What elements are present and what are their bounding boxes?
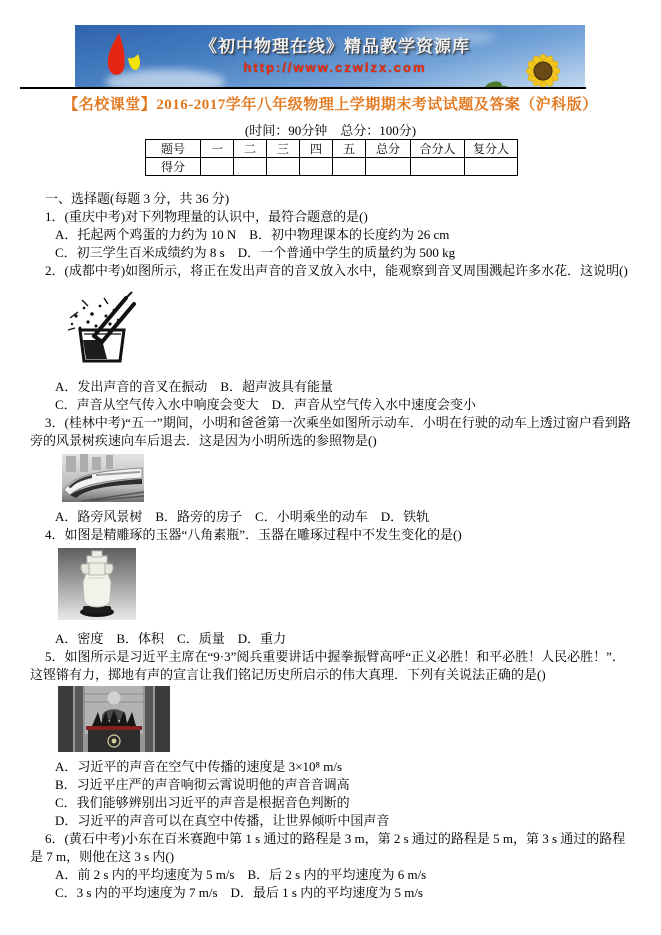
score-table-empty-cell	[465, 158, 518, 176]
site-banner	[75, 25, 585, 87]
question-6-options-cd: C．3 s 内的平均速度为 7 m/s D．最后 1 s 内的平均速度为 5 m/s	[55, 885, 423, 900]
score-table-empty-cell	[300, 158, 333, 176]
jade-vase-figure	[58, 548, 136, 620]
question-content	[30, 190, 632, 902]
score-table-header-row	[146, 140, 518, 158]
question-5-stem: 5．如图所示是习近平主席在“9·3”阅兵重要讲话中握拳振臂高呼“正义必胜！和平必胜！人民必胜！”．这铿锵有力，掷地有声的宣言让我们铭记历史所启示的伟大真理．下列有关说法正确的是()	[30, 649, 625, 682]
bullet-train-figure	[62, 454, 144, 502]
score-table-cell: 五	[333, 140, 366, 158]
score-table-empty-cell	[366, 158, 411, 176]
question-3-stem: 3．(桂林中考)“五一”期间，小明和爸爸第一次乘坐如图所示动车．小明在行驶的动车上透过窗户看到路旁的风景树疾速向车后退去．这是因为小明所选的参照物是()	[30, 415, 631, 448]
score-table-empty-cell	[201, 158, 234, 176]
sunflower-icon	[483, 37, 579, 87]
score-table-empty-cell	[411, 158, 465, 176]
question-6-options-ab: A．前 2 s 内的平均速度为 5 m/s B．后 2 s 内的平均速度为 6 m/s	[55, 867, 427, 882]
banner-texts	[185, 32, 485, 75]
site-logo-icon	[97, 31, 149, 81]
question-2-options-ab: A．发出声音的音叉在振动 B．超声波具有能量	[55, 379, 334, 394]
question-1-options-ab: A．托起两个鸡蛋的力约为 10 N B．初中物理课本的长度约为 26 cm	[55, 227, 450, 242]
question-5-option-d: D．习近平的声音可以在真空中传播，让世界倾听中国声音	[55, 813, 390, 828]
score-table-cell: 三	[267, 140, 300, 158]
score-table	[145, 139, 518, 176]
score-table-cell: 二	[234, 140, 267, 158]
header-divider	[20, 87, 586, 89]
question-5-option-b: B．习近平庄严的声音响彻云霄说明他的声音音调高	[55, 777, 350, 792]
score-table-empty-cell	[267, 158, 300, 176]
score-table-cell: 四	[300, 140, 333, 158]
score-table-empty-cell	[234, 158, 267, 176]
question-2-options-cd: C．声音从空气传入水中响度会变大 D．声音从空气传入水中速度会变小	[55, 397, 477, 412]
tuning-fork-figure	[62, 288, 144, 366]
score-table-cell: 合分人	[411, 140, 465, 158]
question-1-stem: 1．(重庆中考)对下列物理量的认识中，最符合题意的是()	[45, 209, 368, 224]
question-2-stem: 2．(成都中考)如图所示，将正在发出声音的音叉放入水中，能观察到音叉周围溅起许多水花．这说明()	[45, 263, 628, 278]
score-table-cell: 题号	[146, 140, 201, 158]
score-table-empty-cell	[333, 158, 366, 176]
score-table-cell: 一	[201, 140, 234, 158]
score-table-cell: 复分人	[465, 140, 518, 158]
question-5-option-c: C．我们能够辨别出习近平的声音是根据音色判断的	[55, 795, 350, 810]
page-title: 【名校课堂】2016-2017学年八年级物理上学期期末考试试题及答案（沪科版）	[63, 97, 598, 113]
section-heading: 一、选择题(每题 3 分，共 36 分)	[45, 191, 230, 206]
site-title: 《初中物理在线》精品教学资源库	[200, 37, 470, 56]
exam-info-line: (时间：90分钟 总分：100分)	[244, 123, 417, 138]
question-5-option-a: A．习近平的声音在空气中传播的速度是 3×10⁸ m/s	[55, 759, 343, 774]
site-url-link[interactable]: http://www.czwlzx.com	[243, 60, 427, 75]
question-4-options: A．密度 B．体积 C．质量 D．重力	[55, 631, 287, 646]
score-table-cell: 得分	[146, 158, 201, 176]
score-table-score-row	[146, 158, 518, 176]
question-1-options-cd: C．初三学生百米成绩约为 8 s D．一个普通中学生的质量约为 500 kg	[55, 245, 456, 260]
question-4-stem: 4．如图是精雕琢的玉器“八角素瓶”．玉器在雕琢过程中不发生变化的是()	[45, 527, 462, 542]
question-3-options: A．路旁风景树 B．路旁的房子 C．小明乘坐的动车 D．铁轨	[55, 509, 430, 524]
question-6-stem: 6．(黄石中考)小东在百米赛跑中第 1 s 通过的路程是 3 m，第 2 s 通过的路程是 5 m，第 3 s 通过的路程是 7 m，则他在这 3 s 内()	[30, 831, 626, 864]
score-table-cell: 总分	[366, 140, 411, 158]
speech-podium-figure	[58, 686, 170, 752]
